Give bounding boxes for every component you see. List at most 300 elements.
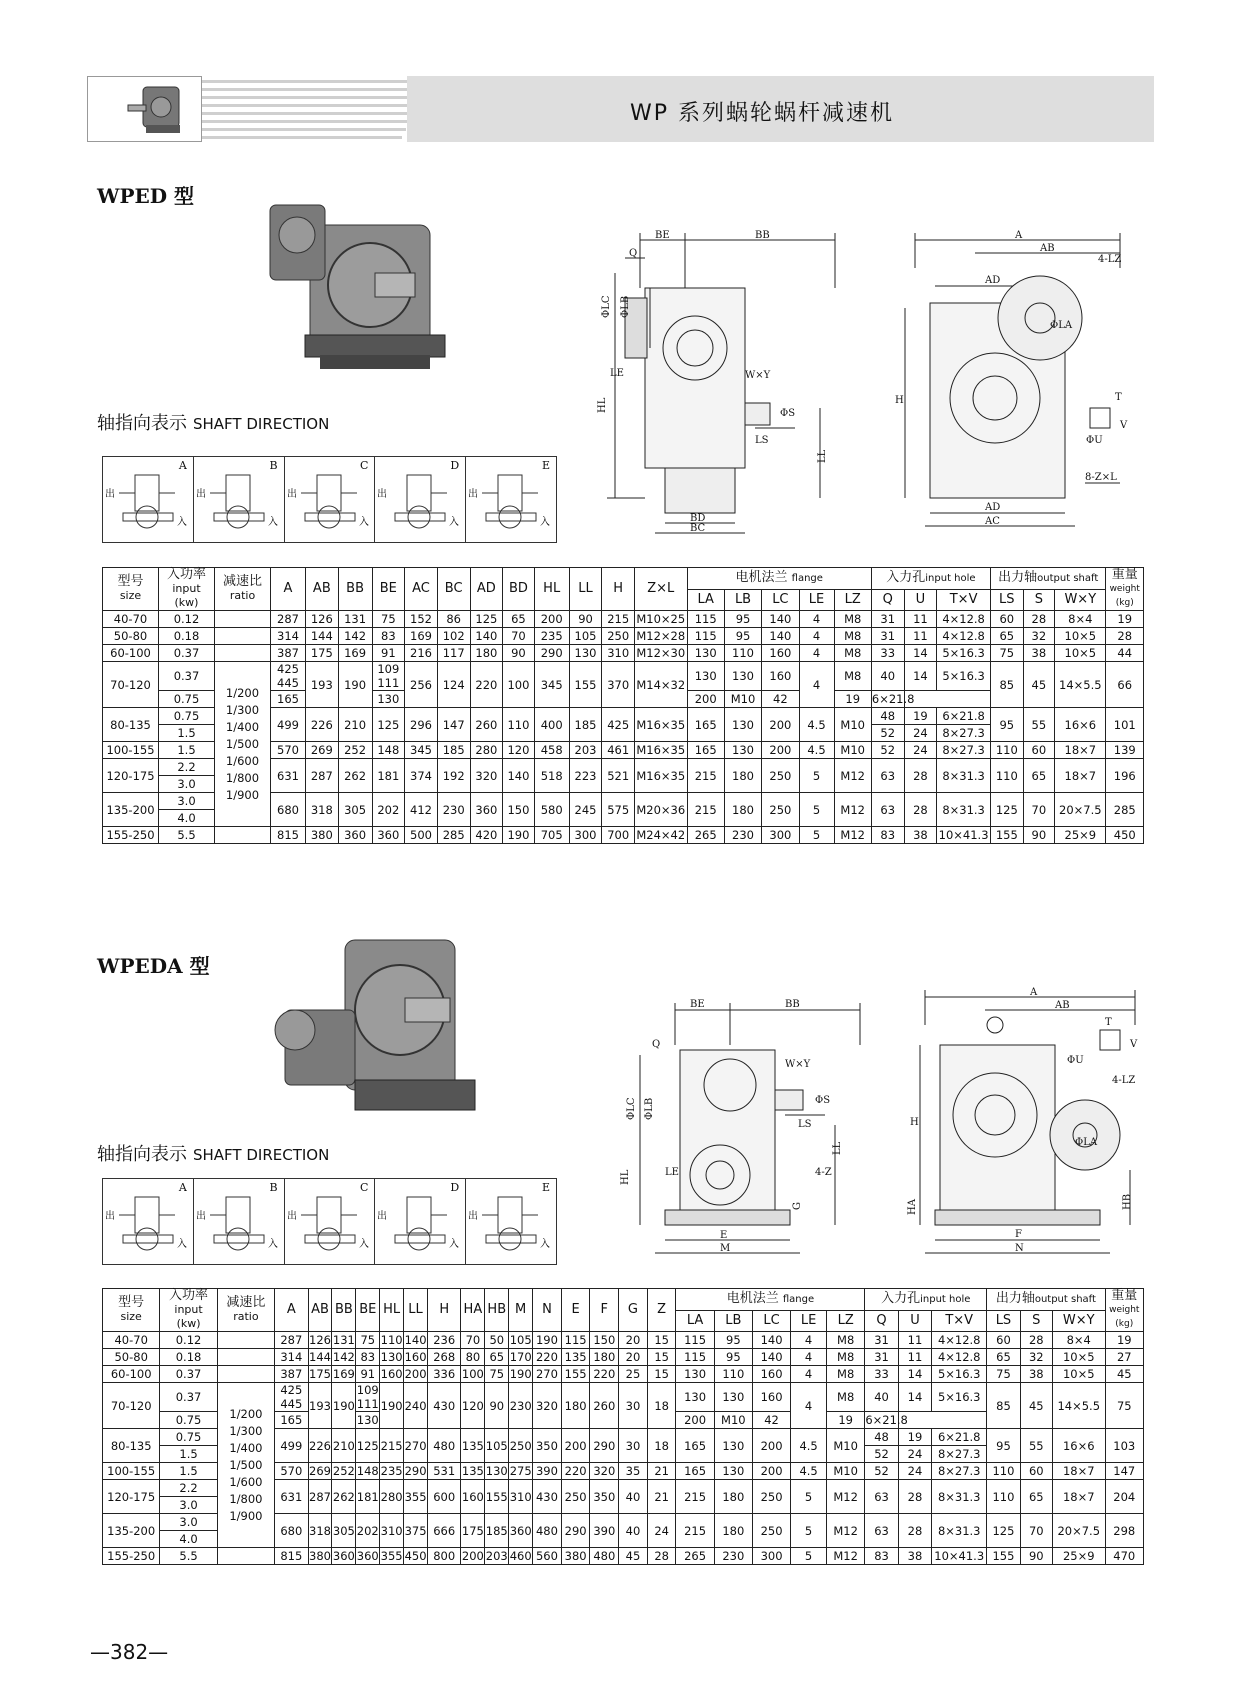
wped-dim-s: ΦS: [780, 408, 796, 419]
table-cell: 2.2: [160, 1480, 217, 1497]
table-cell: M12: [827, 1548, 865, 1565]
table-cell: 4.5: [799, 742, 834, 759]
table-cell: 220: [470, 662, 503, 708]
table-cell: 210: [332, 1429, 356, 1463]
shaft-direction-a: [103, 1179, 194, 1264]
wped-side-drawing: [595, 228, 875, 538]
table-cell: 236: [427, 1332, 460, 1349]
col-dimension: AB: [306, 568, 339, 611]
table-cell: 350: [590, 1480, 619, 1514]
table-cell: M12: [834, 793, 871, 827]
table-cell: 215: [687, 759, 724, 793]
table-cell: 130: [372, 691, 405, 708]
col-weight: 重量 weight (kg): [1106, 568, 1144, 611]
shaft-output-label: 出: [468, 489, 479, 500]
table-cell: 1.5: [159, 742, 215, 759]
table-cell: 24: [898, 1463, 931, 1480]
wped-dim-le: LE: [610, 368, 624, 379]
table-cell: 18×7: [1055, 759, 1106, 793]
table-cell: 235: [534, 628, 569, 645]
table-cell: 6×21.8: [932, 1429, 987, 1446]
table-cell: 185: [437, 742, 470, 759]
table-cell: 169: [405, 628, 438, 645]
table-cell: 65: [990, 628, 1023, 645]
table-cell: 70: [1023, 793, 1055, 827]
table-cell: 0.12: [160, 1332, 217, 1349]
table-cell: 0.75: [159, 691, 215, 708]
col-dimension: HL: [380, 1289, 404, 1332]
table-cell: 110: [990, 759, 1023, 793]
table-cell: 8×27.3: [937, 725, 991, 742]
table-cell: 50: [485, 1332, 509, 1349]
header-thumbnail: [87, 76, 202, 142]
table-cell: 380: [306, 827, 339, 844]
col-dimension: LL: [404, 1289, 428, 1332]
table-cell: 4.5: [799, 708, 834, 742]
shaft-input-label: 入: [540, 517, 551, 528]
table-cell: 65: [485, 1349, 509, 1366]
table-cell: 20×7.5: [1052, 1514, 1105, 1548]
table-cell: 130: [676, 1383, 714, 1412]
table-cell: 518: [534, 759, 569, 793]
shaft-input-label: 入: [540, 1239, 551, 1250]
table-cell: 19: [904, 708, 937, 725]
table-cell: 125: [987, 1514, 1020, 1548]
table-cell: 262: [332, 1480, 356, 1514]
table-cell: 110: [714, 1366, 752, 1383]
table-cell-size: 60-100: [103, 645, 159, 662]
table-cell: 130: [380, 1350, 403, 1364]
table-cell: 375: [404, 1514, 428, 1548]
wpeda-shaft-label-zh: 轴指向表示: [97, 1144, 187, 1165]
table-cell: 31: [865, 1332, 898, 1349]
table-cell: 28: [904, 793, 937, 827]
header-banner: [87, 76, 1154, 142]
table-cell: 400: [534, 708, 569, 742]
table-cell: 140: [503, 759, 535, 793]
wped-dim-be: BE: [655, 230, 670, 241]
table-cell: 91: [372, 645, 405, 662]
table-cell: 147: [437, 708, 470, 742]
table-cell: 360: [356, 1549, 379, 1563]
table-cell: 270: [533, 1366, 562, 1383]
table-cell: 215: [687, 793, 724, 827]
shaft-direction-b: [194, 1179, 285, 1264]
table-cell: 130: [724, 742, 761, 759]
table-cell: 223: [569, 759, 602, 793]
table-cell: 600: [427, 1480, 460, 1514]
table-cell: [217, 1332, 274, 1349]
col-subheader: U: [904, 589, 937, 611]
table-row: [103, 1332, 1144, 1349]
table-cell: 110: [724, 645, 761, 662]
col-dimension: H: [427, 1289, 460, 1332]
table-cell: 160: [461, 1480, 485, 1514]
wped-dim-bc: BC: [690, 523, 706, 534]
table-cell: 374: [405, 759, 438, 793]
table-cell: M12×30: [636, 646, 686, 660]
table-cell: 345: [405, 742, 438, 759]
table-cell: 21: [647, 1480, 676, 1514]
table-cell: 250: [509, 1429, 533, 1463]
shaft-input-label: 入: [177, 1239, 187, 1250]
col-dimension: HL: [534, 568, 569, 611]
wped-dim-la: ΦLA: [1050, 320, 1073, 331]
wped-dim-t: T: [1115, 392, 1122, 403]
table-cell: M8: [834, 662, 871, 691]
table-cell-weight: 450: [1106, 827, 1144, 844]
table-cell: 4.0: [160, 1531, 217, 1548]
table-cell: 252: [338, 742, 372, 759]
table-cell: 190: [509, 1367, 532, 1381]
col-subheader: LB: [724, 589, 761, 611]
col-size: 型号 size: [103, 568, 159, 611]
table-cell: 10×5: [1055, 645, 1106, 662]
table-cell: 220: [533, 1349, 562, 1366]
table-cell: 25: [619, 1366, 648, 1383]
table-cell: 150: [503, 793, 535, 827]
table-cell: 180: [724, 793, 761, 827]
table-cell: 170: [509, 1350, 532, 1364]
table-cell: 631: [271, 759, 306, 793]
table-cell: 287: [275, 1332, 308, 1349]
col-dimension: LL: [569, 568, 602, 611]
table-cell: 235: [380, 1464, 403, 1478]
shaft-direction-letter: E: [541, 459, 550, 472]
wpeda-dim-lb: ΦLB: [644, 1097, 655, 1120]
table-cell: 21: [647, 1463, 676, 1480]
wpeda-front-drawing: [905, 985, 1145, 1260]
table-cell: 3.0: [160, 1497, 217, 1514]
table-cell-weight: 285: [1106, 793, 1144, 827]
col-dimension: HB: [485, 1289, 509, 1332]
wpeda-dim-hl: HL: [620, 1169, 631, 1185]
table-cell: 3.0: [160, 1514, 217, 1531]
table-cell: 125: [356, 1429, 380, 1463]
table-cell: 24: [647, 1514, 676, 1548]
col-subheader: LB: [714, 1310, 752, 1332]
col-dimension: BB: [338, 568, 372, 611]
shaft-input-label: 入: [449, 1239, 460, 1250]
table-cell: 220: [561, 1463, 590, 1480]
col-dimension: BC: [437, 568, 470, 611]
table-cell: 210: [338, 708, 372, 742]
table-cell: 18×7: [1052, 1463, 1105, 1480]
table-cell: 3.0: [159, 776, 215, 793]
table-cell: 100: [503, 662, 535, 708]
table-row: [103, 628, 1144, 645]
table-cell: 19: [898, 1429, 931, 1446]
table-cell: 160: [404, 1350, 427, 1364]
table-cell: M10: [827, 1429, 865, 1463]
table-cell: 190: [338, 662, 372, 708]
table-cell: 705: [534, 827, 569, 844]
table-cell: 203: [485, 1549, 508, 1563]
wpeda-dim-m: M: [720, 1243, 731, 1254]
wpeda-dim-g: G: [792, 1202, 803, 1210]
table-cell-size: 120-175: [103, 759, 159, 793]
col-subheader: S: [1020, 1310, 1052, 1332]
wpeda-dim-u: ΦU: [1067, 1055, 1084, 1066]
wped-dim-ll: LL: [817, 449, 828, 463]
table-cell: 216: [405, 645, 438, 662]
wped-shaft-label: [97, 409, 329, 435]
page-title: WP 系列蜗轮蜗杆减速机: [629, 101, 894, 126]
table-cell: 2.2: [159, 759, 215, 776]
table-cell: 38: [904, 827, 937, 844]
table-header-row: [103, 568, 1144, 590]
table-cell: 6×21.8: [937, 708, 991, 725]
table-cell: 28: [647, 1548, 676, 1565]
table-cell: 165: [271, 691, 306, 708]
shaft-input-label: 入: [449, 517, 460, 528]
wped-dim-lz: 4-LZ: [1098, 254, 1122, 265]
shaft-direction-letter: A: [178, 1181, 187, 1194]
table-cell: 245: [569, 793, 602, 827]
table-cell: 320: [470, 759, 503, 793]
table-cell: 40: [619, 1514, 648, 1548]
table-cell: 252: [332, 1464, 355, 1478]
col-subheader: T×V: [932, 1310, 987, 1332]
table-cell: 575: [602, 793, 635, 827]
table-cell: 269: [309, 1464, 331, 1478]
table-cell-size: 50-80: [103, 1349, 160, 1366]
table-cell: 100: [461, 1367, 484, 1381]
table-cell: 42: [762, 691, 799, 708]
table-cell: 250: [602, 628, 635, 645]
table-cell: 28: [904, 759, 937, 793]
table-cell: 220: [590, 1366, 619, 1383]
table-cell: 15: [647, 1366, 676, 1383]
shaft-direction-e: [466, 1179, 556, 1264]
table-cell: 0.37: [160, 1383, 217, 1412]
table-cell: 14: [898, 1383, 931, 1412]
wped-shaft-label-zh: 轴指向表示: [97, 413, 187, 434]
table-cell: 35: [619, 1463, 648, 1480]
table-cell: 5: [799, 759, 834, 793]
table-cell-weight: 204: [1105, 1480, 1143, 1514]
wped-product-photo: [250, 185, 480, 395]
table-cell: 131: [338, 611, 372, 628]
table-cell: 140: [752, 1349, 790, 1366]
table-cell: 450: [404, 1549, 427, 1563]
table-cell: 10×5: [1052, 1349, 1105, 1366]
table-row: [103, 827, 1144, 844]
table-cell: M10: [714, 1412, 752, 1429]
wped-dim-q: Q: [629, 248, 638, 259]
col-ratio: 减速比 ratio: [217, 1289, 274, 1332]
shaft-direction-letter: E: [541, 1181, 550, 1194]
table-cell: 160: [752, 1366, 790, 1383]
table-cell: 32: [1023, 628, 1055, 645]
wped-dim-ad: AD: [985, 275, 1001, 286]
table-cell: 24: [898, 1446, 931, 1463]
table-cell: 117: [437, 645, 470, 662]
table-cell: 45: [619, 1548, 648, 1565]
table-cell: 226: [308, 1429, 332, 1463]
table-cell: 140: [470, 628, 503, 645]
wped-title: WPED 型: [97, 184, 195, 208]
wped-dim-u: ΦU: [1086, 435, 1103, 446]
wpeda-dim-f: F: [1015, 1229, 1022, 1240]
table-cell: M16×35: [636, 743, 686, 757]
wpeda-dim-le: LE: [665, 1167, 679, 1178]
table-cell: 631: [275, 1480, 308, 1514]
table-cell: 31: [871, 611, 904, 628]
table-cell: 120: [503, 742, 535, 759]
table-cell: 11: [898, 1332, 931, 1349]
table-cell: 0.75: [160, 1412, 217, 1429]
table-header-row: [103, 1289, 1144, 1311]
table-cell: 1.5: [159, 725, 215, 742]
table-cell: 18×7: [1052, 1480, 1105, 1514]
wpeda-dim-ll: LL: [832, 1141, 843, 1155]
table-cell: 0.18: [159, 628, 215, 645]
table-cell: 155: [569, 662, 602, 708]
table-cell-weight: 147: [1105, 1463, 1143, 1480]
col-dimension: N: [533, 1289, 562, 1332]
table-cell: 185: [485, 1514, 509, 1548]
col-subheader: LC: [752, 1310, 790, 1332]
shaft-direction-letter: D: [450, 459, 460, 472]
table-cell: 0.37: [159, 662, 215, 691]
col-dimension: F: [590, 1289, 619, 1332]
wpeda-dim-hb: HB: [1122, 1193, 1133, 1210]
table-cell: 125: [470, 611, 503, 628]
table-cell: 42: [752, 1412, 790, 1429]
table-cell: 318: [306, 793, 339, 827]
wped-dim-wy: W×Y: [745, 370, 771, 381]
table-cell: 126: [306, 611, 339, 628]
table-cell: 314: [271, 628, 306, 645]
table-cell: 38: [1023, 645, 1055, 662]
shaft-direction-letter: B: [269, 1181, 278, 1194]
table-cell: 11: [904, 611, 937, 628]
shaft-direction-d: [375, 457, 466, 542]
table-cell: 65: [503, 611, 535, 628]
table-cell: 85: [987, 1383, 1020, 1429]
shaft-output-label: 出: [377, 489, 388, 500]
table-cell: 28: [1023, 611, 1055, 628]
table-cell: 280: [380, 1480, 404, 1514]
table-cell: 8×31.3: [937, 793, 991, 827]
table-cell: 500: [405, 827, 438, 844]
shaft-direction-a: [103, 457, 194, 542]
col-input-hole: 入力孔input hole: [871, 568, 990, 590]
shaft-output-label: 出: [468, 1211, 479, 1222]
table-cell: 91: [356, 1366, 380, 1383]
table-cell: 460: [509, 1549, 532, 1563]
table-cell: 193: [306, 662, 339, 708]
table-cell: 570: [271, 742, 306, 759]
table-cell: M16×35: [635, 708, 688, 742]
table-cell: M8: [827, 1349, 865, 1366]
wped-dim-a: A: [1015, 230, 1023, 241]
col-subheader: W×Y: [1052, 1310, 1105, 1332]
table-cell: M8: [834, 611, 871, 628]
table-cell: 280: [470, 742, 503, 759]
table-cell: 202: [356, 1514, 380, 1548]
table-cell: M10: [724, 691, 761, 708]
table-cell: 230: [714, 1548, 752, 1565]
wpeda-title: WPEDA 型: [97, 954, 210, 978]
wped-spec-table: [102, 567, 1144, 844]
table-cell: 300: [762, 827, 799, 844]
shaft-output-label: 出: [286, 1211, 297, 1222]
shaft-output-label: 出: [195, 489, 206, 500]
table-cell: 230: [509, 1383, 533, 1429]
wped-dim-ab: AB: [1040, 243, 1055, 254]
table-cell: 262: [338, 759, 372, 793]
col-dimension: AD: [470, 568, 503, 611]
col-subheader: LE: [791, 1310, 827, 1332]
table-cell: M14×32: [635, 662, 688, 708]
table-cell: 3.0: [159, 793, 215, 810]
table-cell: M12×28: [636, 629, 686, 643]
col-subheader: LC: [762, 589, 799, 611]
table-cell: 63: [865, 1514, 898, 1548]
table-cell: M8: [827, 1332, 865, 1349]
table-cell: 200: [752, 1429, 790, 1463]
table-cell: 30: [619, 1429, 648, 1463]
table-cell: 52: [865, 1463, 898, 1480]
page-number: —382—: [90, 1640, 169, 1664]
table-cell: 0.75: [160, 1429, 217, 1446]
wped-dim-h: H: [895, 395, 904, 406]
col-subheader: Q: [871, 589, 904, 611]
table-cell: 20: [619, 1349, 648, 1366]
col-flange: 电机法兰 flange: [676, 1289, 865, 1311]
table-cell: 30: [619, 1383, 648, 1429]
table-cell: 15: [647, 1332, 676, 1349]
table-cell: 4.5: [791, 1429, 827, 1463]
table-cell: 360: [332, 1549, 355, 1563]
table-cell: 52: [865, 1446, 898, 1463]
shaft-direction-e: [466, 457, 556, 542]
table-cell: 110: [990, 742, 1023, 759]
table-cell: 570: [275, 1463, 308, 1480]
table-cell: 70: [461, 1332, 485, 1349]
table-cell: 305: [332, 1514, 356, 1548]
table-cell: 140: [762, 611, 799, 628]
table-cell: 250: [752, 1514, 790, 1548]
table-cell: 135: [461, 1429, 485, 1463]
shaft-direction-d: [375, 1179, 466, 1264]
table-cell-size: 100-155: [103, 1463, 160, 1480]
table-cell: 33: [871, 645, 904, 662]
table-cell: 287: [308, 1480, 332, 1514]
table-cell: 115: [561, 1332, 590, 1349]
table-cell: 130: [687, 662, 724, 691]
table-cell: M8: [827, 1366, 865, 1383]
table-cell: 310: [380, 1514, 404, 1548]
table-cell-size: 120-175: [103, 1480, 160, 1514]
table-cell: 155: [485, 1480, 509, 1514]
table-cell: 75: [987, 1366, 1020, 1383]
col-output-shaft: 出力轴output shaft: [990, 568, 1106, 590]
table-cell: 815: [275, 1548, 308, 1565]
wped-shaft-directions: [102, 456, 557, 543]
table-cell: 75: [372, 611, 405, 628]
table-cell: 40: [871, 662, 904, 691]
col-weight: 重量 weight (kg): [1105, 1289, 1143, 1332]
table-cell: 86: [437, 611, 470, 628]
table-row: [103, 1383, 1144, 1412]
table-cell: 14: [904, 662, 937, 691]
table-cell-size: 100-155: [103, 742, 159, 759]
table-cell: 5: [791, 1514, 827, 1548]
table-cell-size: 80-135: [103, 708, 159, 742]
